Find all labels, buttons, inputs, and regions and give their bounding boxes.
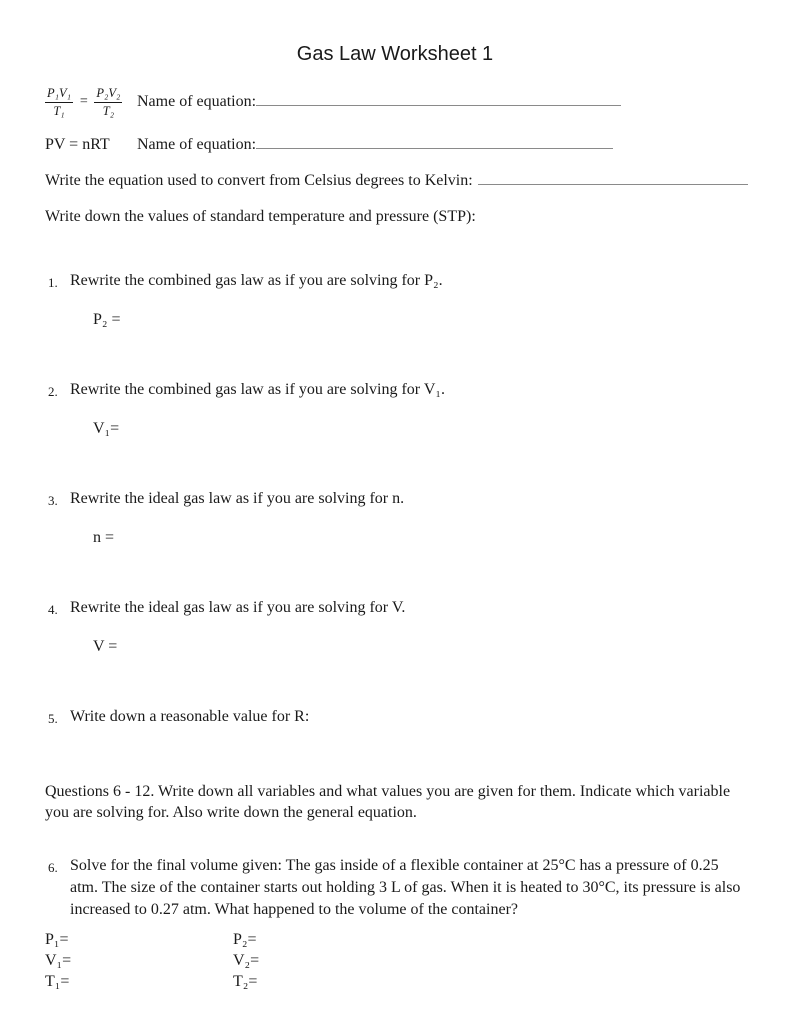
combined-law-name-blank: [256, 92, 621, 106]
question-1-answer-stub: P₂ =: [93, 311, 121, 328]
stp-prompt: Write down the values of standard temperature and pressure (STP):: [45, 208, 476, 225]
question-2: [48, 380, 745, 402]
kelvin-conversion-prompt: [45, 170, 745, 191]
question-5: [48, 707, 745, 729]
variables-table: [45, 929, 745, 992]
variable-p2: P₂=: [233, 931, 257, 948]
ideal-gas-law-formula: PV = nRT: [45, 136, 110, 153]
variables-row-pressure: [45, 929, 745, 950]
kelvin-prompt-text: Write the equation used to convert from Celsius degrees to Kelvin:: [45, 172, 473, 189]
rhs-denominator: T₂: [102, 103, 115, 118]
page-title: Gas Law Worksheet 1: [296, 43, 494, 65]
combined-law-row: [45, 79, 745, 123]
question-4-number: 4.: [48, 602, 58, 617]
combined-law-name-label: Name of equation:: [137, 92, 257, 110]
question-2-text: Rewrite the combined gas law as if you are solving for V₁.: [70, 381, 445, 398]
ideal-law-row: [45, 135, 745, 154]
variables-row-temperature: [45, 971, 745, 992]
variables-row-volume: [45, 950, 745, 971]
question-4-answer-stub: V =: [93, 638, 118, 655]
question-1-number: 1.: [48, 275, 58, 290]
question-2-answer-stub: V₁=: [93, 420, 120, 437]
variable-v2: V₂=: [233, 952, 260, 969]
question-4-text: Rewrite the ideal gas law as if you are solving for V.: [70, 599, 406, 616]
combined-law-rhs-fraction: [94, 86, 122, 118]
question-1: [48, 271, 745, 293]
question-3-answer-stub: n =: [93, 529, 115, 546]
kelvin-conversion-blank: [478, 171, 748, 185]
question-3: [48, 489, 745, 511]
variable-t2: T₂=: [233, 973, 258, 990]
question-6-number: 6.: [48, 860, 58, 875]
lhs-numerator: P₁V₁: [45, 86, 73, 102]
section-instructions: Questions 6 - 12. Write down all variables and what values you are given for them. Indicate which variable you are solving for. Also write down the general equation.: [45, 783, 731, 821]
lhs-denominator: T₁: [53, 103, 65, 118]
question-5-text: Write down a reasonable value for R:: [70, 708, 310, 725]
question-3-number: 3.: [48, 493, 58, 508]
variable-v1: V₁=: [45, 952, 72, 969]
question-4: [48, 598, 745, 620]
equals-sign: =: [78, 94, 89, 109]
variable-t1: T₁=: [45, 973, 70, 990]
question-6: [48, 855, 745, 921]
ideal-law-name-blank: [256, 135, 613, 149]
rhs-numerator: P₂V₂: [94, 86, 122, 102]
question-1-text: Rewrite the combined gas law as if you are solving for P₂.: [70, 272, 443, 289]
question-6-text: Solve for the final volume given: The gas inside of a flexible container at 25°C has a pressure of 0.25 atm. The size of the container starts out holding 3 L of gas. When it is heated to 30°C, its pressure is also increased to 0.27 atm. What happened to the volume of the container?: [70, 857, 741, 918]
ideal-law-name-label: Name of equation:: [137, 136, 257, 153]
question-2-number: 2.: [48, 384, 58, 399]
question-3-text: Rewrite the ideal gas law as if you are solving for n.: [70, 490, 405, 507]
combined-gas-law-formula: [45, 84, 137, 118]
combined-law-lhs-fraction: [45, 86, 73, 118]
variable-p1: P₁=: [45, 931, 69, 948]
question-5-number: 5.: [48, 711, 58, 726]
